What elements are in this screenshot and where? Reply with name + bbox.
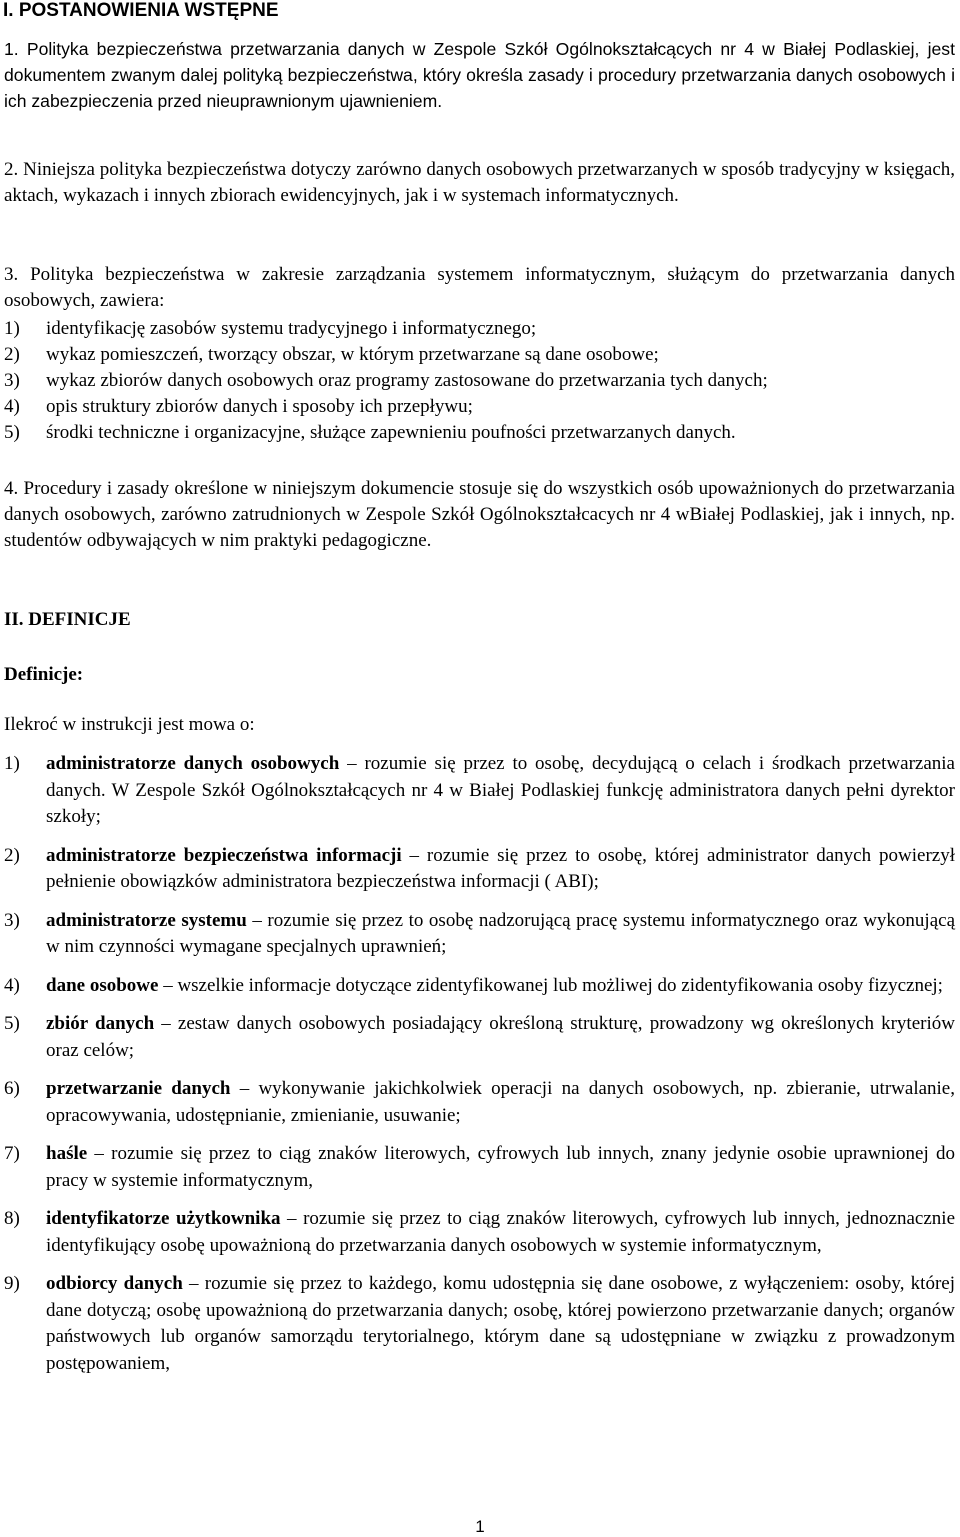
definition-term: haśle (46, 1143, 88, 1164)
definition-term: administratorze danych osobowych (46, 753, 340, 774)
definition-term: odbiorcy danych (46, 1273, 183, 1294)
definition-number: 1) (4, 753, 20, 774)
definition-text: – zestaw danych osobowych posiadający określoną strukturę, prowadzony wg określonych kryteriów oraz celów; (46, 1013, 955, 1061)
definition-item (4, 973, 955, 1000)
definition-number: 5) (4, 1013, 20, 1034)
list-item (4, 394, 955, 420)
definition-item (4, 1141, 955, 1194)
definition-item (4, 1271, 955, 1377)
list-item (4, 316, 955, 342)
definition-number: 4) (4, 974, 20, 996)
definition-term: przetwarzanie danych (46, 1078, 231, 1099)
definition-text: – wszelkie informacje dotyczące zidentyfikowanej lub możliwej do zidentyfikowania osoby fizycznej; (158, 974, 943, 996)
paragraph-3: 3. Polityka bezpieczeństwa w zakresie zarządzania systemem informatycznym, służącym do przetwarzania danych osobowych, zawiera: (4, 264, 955, 311)
list-item-number: 5) (4, 422, 20, 443)
list-item-text: wykaz zbiorów danych osobowych oraz programy zastosowane do przetwarzania tych danych; (46, 370, 768, 391)
list-item-number: 2) (4, 344, 20, 365)
definition-text: – rozumie się przez to każdego, komu udostępnia się dane osobowe, z wyłączeniem: osoby, której dane dotyczą; osobę upoważnioną do przetwarzania danych; osobę, której powierzono przetwarzanie danych; organów państwowych lub organów samorządu terytorialnego, którym dane są udostępniane w związku z prowadzonym postępowaniem, (46, 1273, 955, 1374)
definition-number: 7) (4, 1143, 20, 1164)
list-item-number: 4) (4, 396, 20, 417)
definition-term: zbiór danych (46, 1013, 155, 1034)
definition-text: – wykonywanie jakichkolwiek operacji na danych osobowych, np. zbieranie, utrwalanie, opracowywania, udostępnianie, zmienianie, usuwanie; (46, 1078, 955, 1126)
definitions-subheading: Definicje: (4, 664, 84, 685)
list-item-text: wykaz pomieszczeń, tworzący obszar, w którym przetwarzane są dane osobowe; (46, 344, 659, 365)
list-item-number: 3) (4, 370, 20, 391)
list-item (4, 420, 955, 446)
list-item (4, 342, 955, 368)
definition-term: dane osobowe (46, 974, 159, 996)
page-number: 1 (475, 1517, 485, 1536)
list-item (4, 368, 955, 394)
definitions-list (4, 751, 955, 1377)
definition-term: administratorze bezpieczeństwa informacji (46, 844, 402, 866)
definition-number: 8) (4, 1208, 20, 1229)
definition-item (4, 1076, 955, 1129)
definition-item (4, 1206, 955, 1259)
paragraph-2: 2. Niniejsza polityka bezpieczeństwa dotyczy zarówno danych osobowych przetwarzanych w sposób tradycyjny w księgach, aktach, wykazach i innych zbiorach ewidencyjnych, jak i w systemach informatycznych. (4, 159, 955, 206)
definition-text: – rozumie się przez to osobę, decydującą o celach i środkach przetwarzania danych. W Zespole Szkół Ogólnokształcących nr 4 w Białej Podlaskiej funkcję administratora danych pełni dyrektor szkoły; (46, 753, 955, 827)
definitions-lead: Ilekroć w instrukcji jest mowa o: (4, 714, 255, 735)
section-1-heading: I. POSTANOWIENIA WSTĘPNE (3, 0, 279, 21)
definition-term: identyfikatorze użytkownika (46, 1208, 281, 1229)
definition-number: 3) (4, 909, 20, 931)
definition-text: – rozumie się przez to ciąg znaków literowych, cyfrowych lub innych, znany jedynie osobie uprawnionej do pracy w systemie informatycznym, (46, 1143, 955, 1191)
definition-text: – rozumie się przez to ciąg znaków literowych, cyfrowych lub innych, jednoznacznie identyfikujący osobę upoważnioną do przetwarzania danych osobowych w systemie informatycznym, (46, 1208, 955, 1256)
definition-number: 9) (4, 1273, 20, 1294)
definition-text: – rozumie się przez to osobę, której administrator danych powierzył pełnienie obowiązków administratora bezpieczeństwa informacji ( ABI); (46, 844, 955, 892)
list-item-text: opis struktury zbiorów danych i sposoby ich przepływu; (46, 396, 473, 417)
definition-number: 2) (4, 844, 20, 866)
definition-item (4, 1011, 955, 1064)
definition-item (4, 843, 955, 896)
list-item-number: 1) (4, 318, 20, 339)
paragraph-4: 4. Procedury i zasady określone w niniejszym dokumencie stosuje się do wszystkich osób upoważnionych do przetwarzania danych osobowych, zarówno zatrudnionych w Zespole Szkół Ogólnokształcacych nr 4 wBiałej Podlaskiej, jak i innych, np. studentów odbywających w nim praktyki pedagogiczne. (4, 478, 955, 551)
list-item-text: środki techniczne i organizacyjne, służące zapewnieniu poufności przetwarzanych danych. (46, 422, 736, 443)
definition-text: – rozumie się przez to osobę nadzorującą pracę systemu informatycznego oraz wykonującą w nim czynności wymagane specjalnych uprawnień; (46, 909, 956, 957)
definition-item (4, 751, 955, 831)
definition-number: 6) (4, 1078, 20, 1099)
paragraph-1: 1. Polityka bezpieczeństwa przetwarzania danych w Zespole Szkół Ogólnokształcących nr 4 w Białej Podlaskiej, jest dokumentem zwanym dalej polityką bezpieczeństwa, który określa zasady i procedury przetwarzania danych osobowych i ich zabezpieczenia przed nieuprawnionym ujawnieniem. (4, 39, 955, 111)
section-2-heading: II. DEFINICJE (4, 609, 131, 630)
list-item-text: identyfikację zasobów systemu tradycyjnego i informatycznego; (46, 318, 537, 339)
definition-term: administratorze systemu (46, 909, 247, 931)
definition-item (4, 908, 955, 961)
policy-contents-list (4, 316, 955, 446)
